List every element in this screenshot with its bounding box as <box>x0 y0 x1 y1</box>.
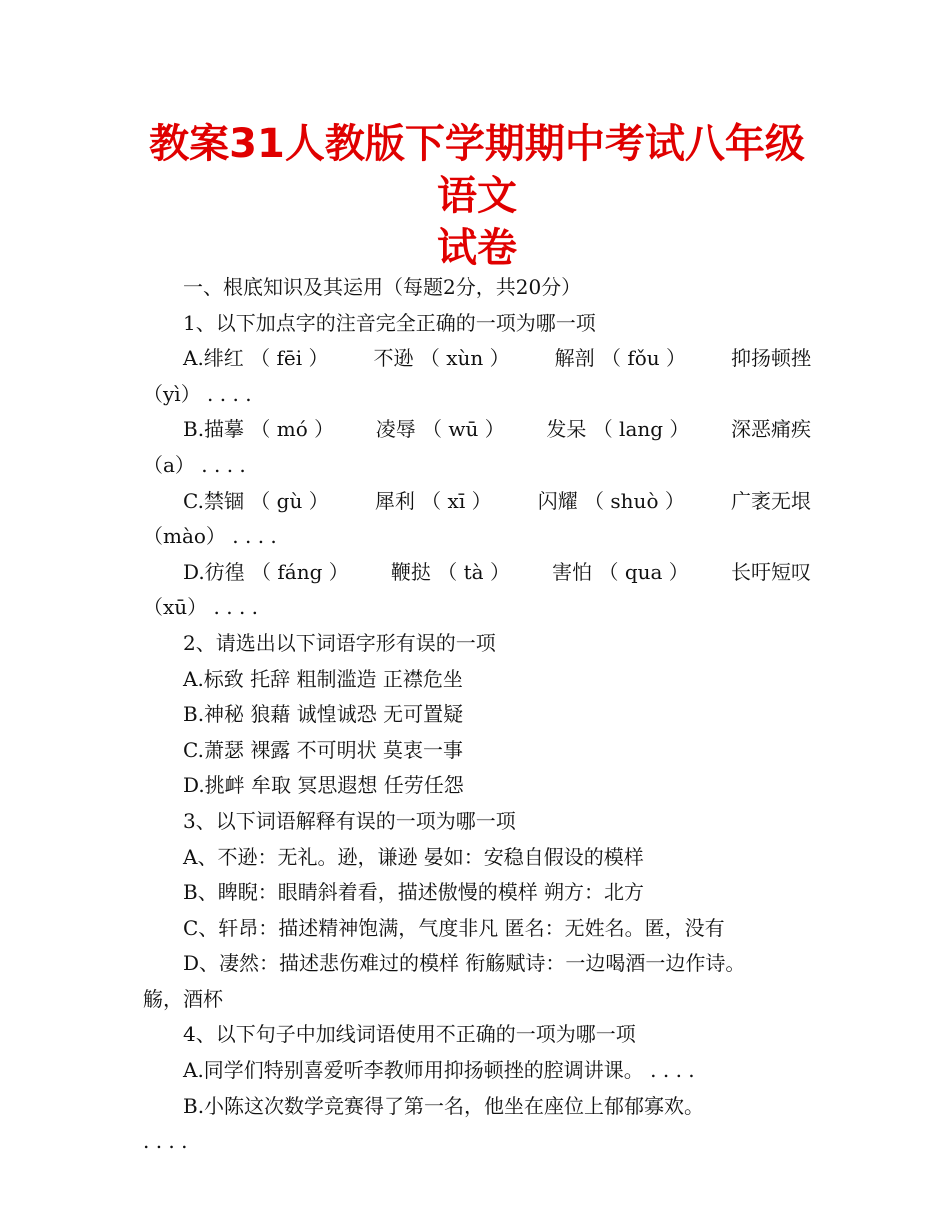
option-part: 凌辱 （ wū ） <box>375 417 505 442</box>
option-part: 犀利 （ xī ） <box>374 488 492 513</box>
document-body <box>143 270 811 1160</box>
question-1-option-d-cont: （xū） . . . . <box>143 595 259 620</box>
question-2-option-a: A.标致 托辞 粗制滥造 正襟危坐 <box>183 666 463 691</box>
question-4-option-b: B.小陈这次数学竞赛得了第一名，他坐在座位上郁郁寡欢。 <box>183 1093 705 1118</box>
option-part: B.描摹 （ mó ） <box>183 417 335 442</box>
option-part: 不逊 （ xùn ） <box>373 346 510 371</box>
option-part: 广袤无垠 <box>730 488 811 513</box>
question-3-option-a: A、不逊：无礼。逊，谦逊 晏如：安稳自假设的模样 <box>183 844 644 869</box>
question-4-stem: 4、以下句子中加线词语使用不正确的一项为哪一项 <box>183 1022 636 1047</box>
question-2-option-d: D.挑衅 牟取 冥思遐想 任劳任怨 <box>183 773 464 798</box>
question-2-option-c: C.萧瑟 裸露 不可明状 莫衷一事 <box>183 737 464 762</box>
question-1-option-a <box>143 341 811 377</box>
title-line-2: 试卷 <box>437 225 517 271</box>
option-part: 害怕 （ qua ） <box>552 559 689 584</box>
question-3-stem: 3、以下词语解释有误的一项为哪一项 <box>183 808 516 833</box>
option-part: 闪耀 （ shuò ） <box>537 488 685 513</box>
question-3-option-b: B、睥睨：眼睛斜着看，描述傲慢的模样 朔方：北方 <box>183 880 645 905</box>
question-1-option-c <box>143 484 811 520</box>
option-part: A.绯红 （ fēi ） <box>183 346 329 371</box>
question-4-option-b-cont: . . . . <box>143 1129 188 1154</box>
question-1-option-a-cont: （yì） . . . . <box>143 381 252 406</box>
question-3-option-d: D、凄然：描述悲伤难过的模样 衔觞赋诗：一边喝酒一边作诗。 <box>183 951 746 976</box>
question-2-option-b: B.神秘 狼藉 诚惶诚恐 无可置疑 <box>183 702 464 727</box>
question-2-stem: 2、请选出以下词语字形有误的一项 <box>183 630 496 655</box>
question-3-option-c: C、轩昂：描述精神饱满，气度非凡 匿名：无姓名。匿，没有 <box>183 915 725 940</box>
option-part: 抑扬顿挫 <box>731 346 811 371</box>
option-part: 鞭挞 （ tà ） <box>390 559 510 584</box>
section-heading: 一、根底知识及其运用（每题2分，共20分） <box>183 275 582 299</box>
question-1-option-b <box>143 412 811 448</box>
option-part: 长吁短叹 <box>730 559 811 584</box>
option-part: D.彷徨 （ fáng ） <box>183 559 349 584</box>
question-1-option-d <box>143 555 811 591</box>
title-line-1: 教案31人教版下学期期中考试八年级语文 <box>149 121 805 219</box>
question-1-stem: 1、以下加点字的注音完全正确的一项为哪一项 <box>183 310 596 335</box>
option-part: 发呆 （ lang ） <box>546 417 690 442</box>
document-title <box>143 118 811 274</box>
question-3-option-d-cont: 觞，酒杯 <box>143 986 223 1011</box>
option-part: 深恶痛疾 <box>730 417 811 442</box>
option-part: C.禁锢 （ gù ） <box>183 488 329 513</box>
document-page <box>143 118 811 1160</box>
question-1-option-c-cont: （mào） . . . . <box>143 524 277 549</box>
question-1-option-b-cont: （a） . . . . <box>143 452 246 477</box>
question-4-option-a: A.同学们特别喜爱听李教师用抑扬顿挫的腔调讲课。 . . . . <box>183 1058 695 1083</box>
option-part: 解剖 （ fǒu ） <box>554 346 687 371</box>
